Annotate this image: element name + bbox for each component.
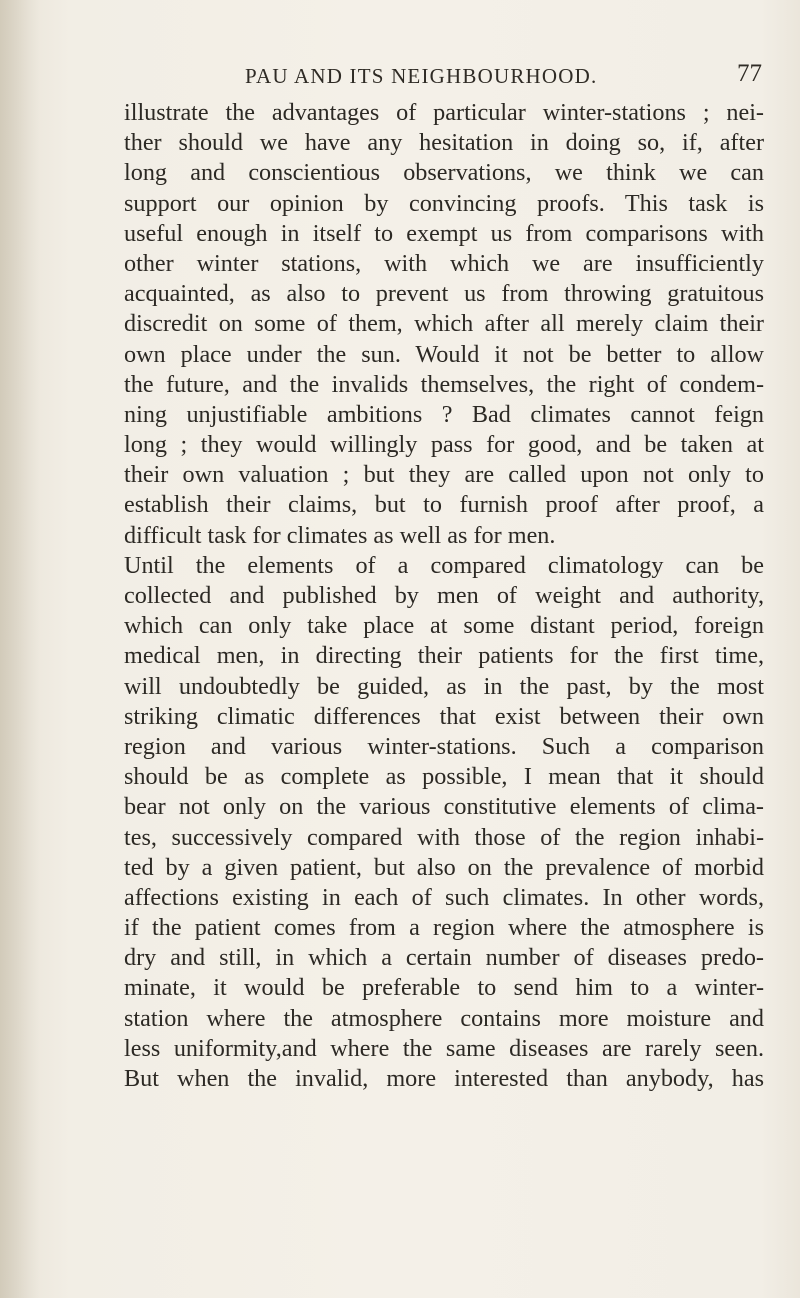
text-line: other winter stations, with which we are insufficiently [124,249,764,277]
text-line: support our opinion by convincing proofs. This task is [124,189,764,217]
text-line: But when the invalid, more interested than anybody, has [124,1065,764,1092]
text-line: their own valuation ; but they are called upon not only to [124,461,764,489]
text-line: dry and still, in which a certain number of diseases predo- [124,944,764,972]
text-line: medical men, in directing their patients for the first time, [124,642,764,670]
text-line: bear not only on the various constitutive elements of clima- [124,793,764,821]
text-line: should be as complete as possible, I mean that it should [124,763,764,791]
paragraph [124,98,764,551]
text-line: minate, it would be preferable to send him to a winter- [124,974,764,1002]
page-header [0,56,800,96]
text-line: establish their claims, but to furnish proof after proof, a [124,491,764,519]
text-line: own place under the sun. Would it not be better to allow [124,340,764,368]
text-line: difficult task for climates as well as for men. [124,521,556,549]
text-line: long and conscientious observations, we think we can [124,159,764,187]
text-line: useful enough in itself to exempt us from comparisons with [124,219,764,247]
text-line: which can only take place at some distant period, foreign [124,612,764,640]
text-line: long ; they would willingly pass for good, and be taken at [124,431,764,459]
text-line: the future, and the invalids themselves, the right of condem- [124,370,764,398]
text-line: illustrate the advantages of particular winter-stations ; nei- [124,99,764,126]
text-line: ted by a given patient, but also on the prevalence of morbid [124,853,764,881]
paragraph [124,551,764,1094]
text-line: will undoubtedly be guided, as in the past, by the most [124,672,764,700]
spine-shadow [0,0,40,1298]
text-line: striking climatic differences that exist between their own [124,702,764,730]
text-line: Until the elements of a compared climatology can be [124,551,764,579]
body-text [124,98,764,1094]
text-line: less uniformity,and where the same diseases are rarely seen. [124,1034,764,1062]
text-line: if the patient comes from a region where the atmosphere is [124,914,764,942]
text-line: acquainted, as also to prevent us from throwing gratuitous [124,280,764,308]
text-line: collected and published by men of weight and authority, [124,582,764,609]
text-line: tes, successively compared with those of the region inhabi- [124,823,764,851]
text-line: affections existing in each of such climates. In other words, [124,883,764,911]
text-line: discredit on some of them, which after all merely claim their [124,310,764,338]
text-line: ning unjustifiable ambitions ? Bad climates cannot feign [124,400,764,428]
text-line: station where the atmosphere contains more moisture and [124,1004,764,1032]
page-number: 77 [737,60,762,87]
text-line: ther should we have any hesitation in doing so, if, after [124,129,764,157]
text-line: region and various winter-stations. Such a comparison [124,732,764,760]
running-head: PAU AND ITS NEIGHBOURHOOD. [245,64,598,88]
